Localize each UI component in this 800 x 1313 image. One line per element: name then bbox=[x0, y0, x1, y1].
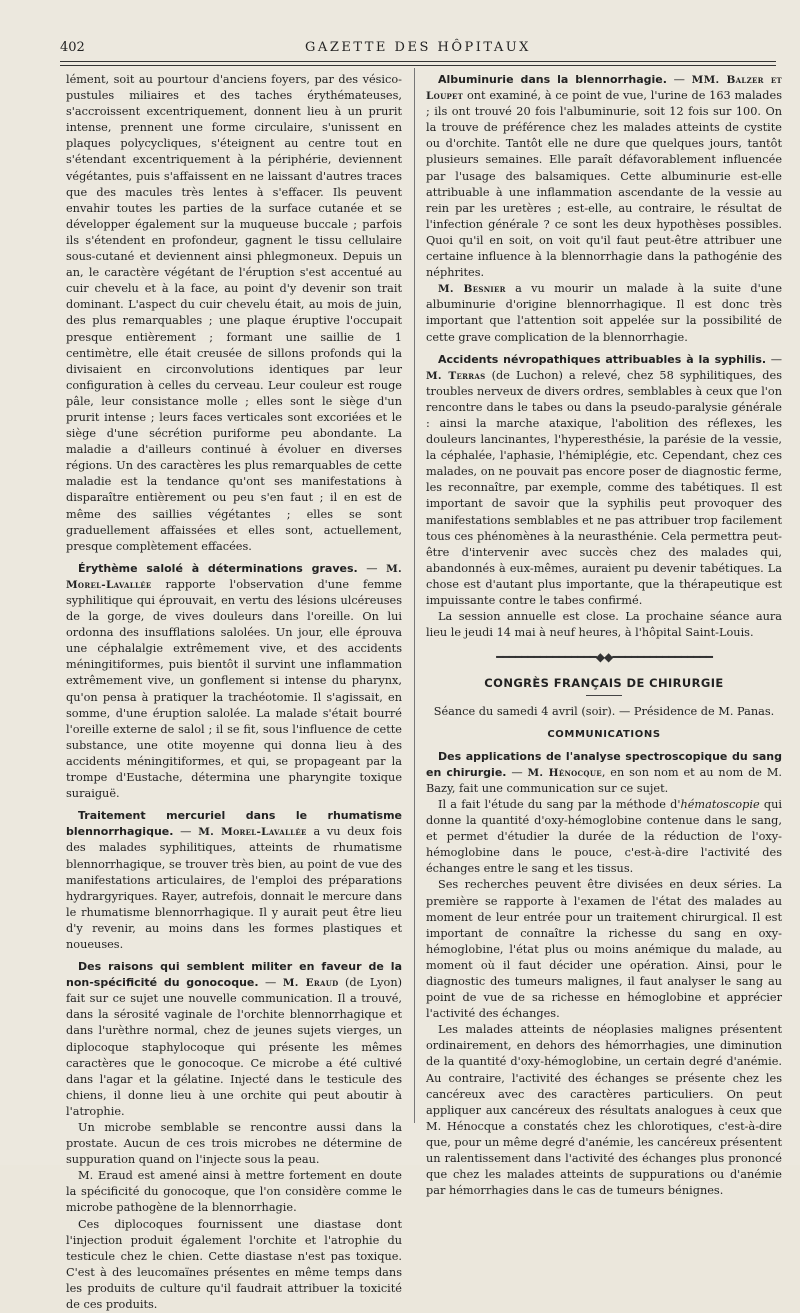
article-body: a vu deux fois des malades syphilitiques, atteints de rhumatisme blennorrhagique, se trouver très bien, au point de vue des manifestations articulaires, de l'emploi des préparations hydrargyriques. Rayer, autrefois, donnait le mercure dans le rhumatisme blennorrhagique. Il y aurait peut être lieu d'y revenir, au moins dans les formes plastiques et noueuses. bbox=[66, 825, 403, 951]
author: M. Besnier bbox=[438, 283, 506, 296]
seance-line: Séance du samedi 4 avril (soir). — Présidence de M. Panas. bbox=[433, 705, 775, 719]
article-spectroscopie: Des applications de l'analyse spectroscopique du sang en chirurgie. — M. Hénocque, en son nom et au nom de M. Bazy, fait une communication sur ce sujet. bbox=[426, 749, 782, 795]
left-column bbox=[66, 72, 403, 1312]
paragraph: Un microbe semblable se rencontre aussi dans la prostate. Aucun de ces trois microbes ne détermine de suppuration quand on l'injecte sous la peau. bbox=[66, 1121, 402, 1167]
paragraph: Les malades atteints de néoplasies malignes présentent ordinairement, en dehors des hémorrhagies, une diminution de la quantité d'oxy-hémoglobine, un certain degré d'anémie. Au contraire, l'activité des échanges se présente chez les cancéreux avec des caractères particuliers. On peut appliquer aux cancéreux des résultats analogues à ceux que M. Hénocque a constatés chez les chlorotiques, c'est-à-dire que, pour un même degré d'anémie, les cancéreux présentent un ralentissement dans l'activité des échanges plus prononcé que chez les malades atteints de suppurations ou d'anémie par hémorrhagies dans le cas de tumeurs bénignes. bbox=[426, 1023, 782, 1198]
running-head: GAZETTE DES HÔPITAUX bbox=[305, 40, 531, 55]
text-run: Il a fait l'étude du sang par la méthode d' bbox=[438, 797, 681, 811]
column-separator bbox=[414, 68, 415, 1123]
author: M. Eraud bbox=[282, 977, 339, 990]
article-traitement-mercuriel: Traitement mercuriel dans le rhumatisme blennorrhagique. — M. Morel-Lavallée a vu deux fois des malades syphilitiques, atteints de rhumatisme blennorrhagique, se trouver très bien, au point de vue des manifestations articulaires, de l'emploi des préparations hydrargyriques. Rayer, autrefois, donnait le mercure dans le rhumatisme blennorrhagique. Il y aurait peut être lieu d'y revenir, au moins dans les formes plastiques et noueuses. bbox=[66, 809, 403, 951]
paragraph: lément, soit au pourtour d'anciens foyers, par des vésico-pustules miliaires et des taches érythémateuses, s'accroissent excentriquement, donnent lieu à un prurit intense, prennent une forme circulaire, s'unissent en plaques polycycliques, s'éteignent au centre tout en s'étendant excentriquement à la périphérie, deviennent végétantes, puis s'affaissent en ne laissant d'autres traces que des macules très lentes à s'effacer. Ils peuvent envahir toutes les parties de la surface cutanée et se développer également sur la muqueuse buccale ; parfois ils s'étendent en profondeur, gagnent le tissu cellulaire sous-cutané et deviennent ainsi phlegmoneux. Depuis un an, le caractère végétant de l'éruption s'est accentué au cuir chevelu et à la face, au point d'y devenir son trait dominant. L'aspect du cuir chevelu était, au mois de juin, des plus remarquables ; une plaque éruptive l'occupait presque entièrement ; formant une saillie de 1 centimètre, elle était creusée de sillons profonds qui la divisaient en circonvolutions identiques par leur configuration à celles du cerveau. Leur couleur est rouge pâle, leur consistance molle ; elles sont le siège d'un prurit intense ; leurs faces verticales sont excoriées et le siège d'une sécrétion puriforme peu abondante. La maladie a d'ailleurs continué à évoluer en diverses régions. Un des caractères les plus remarquables de cette maladie est la tendance qu'ont ses manifestations à disparaître entièrement ou peu s'en faut ; il en est de même des saillies végétantes ; elles se sont graduellement affaissées et elles sont, actuellement, presque complètement effacées. bbox=[66, 73, 402, 553]
author: M. Morel-Lavallée bbox=[66, 562, 402, 591]
header-rule-thin bbox=[60, 65, 776, 66]
paragraph: Ces diplocoques fournissent une diastase dont l'injection produit également l'orchite et l'atrophie du testicule chez le chien. Cette diastase n'est pas toxique. C'est à des leucomaïnes présentes en même temps dans les produits de culture qu'il faudrait attribuer la toxicité de ces produits. bbox=[66, 1217, 402, 1312]
page-header bbox=[60, 30, 776, 60]
article-title: Traitement mercuriel dans le rhumatisme blennorrhagique. bbox=[66, 809, 402, 839]
paragraph: M. Eraud est amené ainsi à mettre fortement en doute la spécificité du gonocoque, que l'on considère comme le microbe pathogène de la blennorrhagie. bbox=[66, 1169, 402, 1215]
paragraph bbox=[426, 281, 782, 345]
article-title: Érythème salolé à déterminations graves. bbox=[78, 561, 358, 575]
article-body: (de Lyon) fait sur ce sujet une nouvelle communication. Il a trouvé, dans la sérosité vaginale de l'orchite blennorrhagique et dans l'urèthre normal, chez de jeunes sujets vierges, un diplocoque staphylocoque qui présente les mêmes caractères que le gonocoque. Ce microbe a été cultivé dans l'agar et la gélatine. Injecté dans le testicule des chiens, il donne lieu à une orchite qui peut aboutir à l'atrophie. bbox=[66, 976, 403, 1118]
page-number: 402 bbox=[60, 40, 85, 55]
author: M. Terras bbox=[426, 369, 486, 382]
article-gonocoque: Des raisons qui semblent militer en faveur de la non-spécificité du gonocoque. — M. Eraud (de Lyon) fait sur ce sujet une nouvelle communication. Il a trouvé, dans la sérosité vaginale de l'orchite blennorrhagique et dans l'urèthre normal, chez de jeunes sujets vierges, un diplocoque staphylocoque qui présente les mêmes caractères que le gonocoque. Ce microbe a été cultivé dans l'agar et la gélatine. Injecté dans le testicule des chiens, il donne lieu à une orchite qui peut aboutir à l'atrophie. bbox=[66, 960, 403, 1118]
article-title: Des raisons qui semblent militer en faveur de la non-spécificité du gonocoque. bbox=[66, 960, 402, 990]
session-notice: La session annuelle est close. La prochaine séance aura lieu le jeudi 14 mai à neuf heures, à l'hôpital Saint-Louis. bbox=[426, 610, 782, 640]
right-column bbox=[426, 72, 783, 1198]
article-body: ont examiné, à ce point de vue, l'urine de 163 malades ; ils ont trouvé 20 fois l'albuminurie, soit 12 fois sur 100. On la trouve de préférence chez les malades atteints de cystite ou d'orchite. Tantôt elle ne dure que quelques jours, tantôt plusieurs semaines. Elle paraît défavorablement influencée par l'usage des balsamiques. Cette albuminurie est-elle attribuable à une inflammation ascendante de la vessie au rein par les uretères ; est-elle, au contraire, le résultat de l'infection générale ? ce sont les deux hypothèses possibles. Quoi qu'il en soit, on voit qu'il faut peut-être attribuer une certaine influence à la blennorrhagie dans la pathogénie des néphrites. bbox=[426, 89, 783, 280]
article-albuminurie: Albuminurie dans la blennorrhagie. — MM. Balzer et Loupet ont examiné, à ce point de vue, l'urine de 163 malades ; ils ont trouvé 20 fois l'albuminurie, soit 12 fois sur 100. On la trouve de préférence chez les malades atteints de cystite ou d'orchite. Tantôt elle ne dure que quelques jours, tantôt plusieurs semaines. Elle paraît défavorablement influencée par l'usage des balsamiques. Cette albuminurie est-elle attribuable à une inflammation ascendante de la vessie au rein par les uretères ; est-elle, au contraire, le résultat de l'infection générale ? ce sont les deux hypothèses possibles. Quoi qu'il en soit, on voit qu'il faut peut-être attribuer une certaine influence à la blennorrhagie dans la pathogénie des néphrites. bbox=[426, 73, 783, 280]
article-body: (de Luchon) a relevé, chez 58 syphilitiques, des troubles nerveux de divers ordres, semblables à ceux que l'on rencontre dans le tabes ou dans la pseudo-paralysie générale : ainsi la marche ataxique, l'abolition des réflexes, les douleurs lancinantes, l'hyperesthésie, la parésie de la vessie, la céphalée, l'aphasie, l'hémiplégie, etc. Cependant, chez ces malades, on ne pouvait pas encore poser de diagnostic ferme, les reconnaître, par exemple, comme des tabétiques. Il est important de savoir que la syphilis peut provoquer des manifestations semblables et ne pas attribuer trop facilement tous ces phénomènes à la neurasthénie. Cela permettra peut-être d'intervenir avec succès chez des malades qui, abandonnés à eux-mêmes, auraient pu devenir tabétiques. La chose est d'autant plus importante, que la thérapeutique est impuissante contre le tabes confirmé. bbox=[426, 368, 782, 607]
article-title: Des applications de l'analyse spectroscopique du sang en chirurgie. bbox=[426, 749, 782, 779]
article-erytheme-salole: Érythème salolé à déterminations graves. — M. Morel-Lavallée rapporte l'observation d'une femme syphilitique qui éprouvait, en vertu des lésions ulcéreuses de la gorge, de vives douleurs dans l'oreille. On lui ordonna des insufflations salolées. Un jour, elle éprouva une céphalalgie extrêmement vive, et des accidents méningitiformes, puis bientôt il survint une inflammation extrêmement vive, un gonflement si intense du pharynx, qu'on pensa à pratiquer la trachéotomie. Il s'agissait, en somme, d'une éruption salolée. La malade s'était bourré l'oreille externe de salol ; il se fit, sous l'influence de cette substance, une otite moyenne qui donna lieu à des accidents méningitiformes, et qui, se propageant par la trompe d'Eustache, détermina une pharyngite toxique suraiguë. bbox=[66, 561, 402, 801]
article-title: Accidents névropathiques attribuables à la syphilis. bbox=[438, 352, 767, 366]
article-title: Albuminurie dans la blennorrhagie. bbox=[438, 73, 667, 86]
paragraph: Ses recherches peuvent être divisées en deux séries. La première se rapporte à l'examen de l'état des malades au moment de leur entrée pour un traitement chirurgical. Il est important de connaître la richesse du sang en oxy-hémoglobine, l'état plus ou moins anémique du malade, au moment où il faut décider une opération. Ainsi, pour le diagnostic des tumeurs malignes, il faut analyser le sang au point de vue de sa richesse en hémoglobine et apprécier l'activité des échanges. bbox=[426, 878, 782, 1021]
article-body: , en son nom et au nom de M. Bazy, fait une communication sur ce sujet. bbox=[426, 765, 782, 795]
author: M. Hénocque bbox=[527, 766, 602, 779]
emphasis: hématoscopie bbox=[680, 797, 760, 811]
text-run: qui donne la quantité d'oxy-hémoglobine contenue dans le sang, et permet d'étudier la durée de la réduction de l'oxy-hémoglobine dans le pouce, c'est-à-dire l'activité des échanges entre le sang et les tissus. bbox=[426, 797, 782, 876]
article-accidents-nevropathiques: Accidents névropathiques attribuables à la syphilis. — M. Terras (de Luchon) a relevé, chez 58 syphilitiques, des troubles nerveux de divers ordres, semblables à ceux que l'on rencontre dans le tabes ou dans la pseudo-paralysie générale : ainsi la marche ataxique, l'abolition des réflexes, les douleurs lancinantes, l'hyperesthésie, la parésie de la vessie, la céphalée, l'aphasie, l'hémiplégie, etc. Cependant, chez ces malades, on ne pouvait pas encore poser de diagnostic ferme, les reconnaître, par exemple, comme des tabétiques. Il est important de savoir que la syphilis peut provoquer des manifestations semblables et ne pas attribuer trop facilement tous ces phénomènes à la neurasthénie. Cela permettra peut-être d'intervenir avec succès chez des malades qui, abandonnés à eux-mêmes, auraient pu devenir tabétiques. La chose est d'autant plus importante, que la thérapeutique est impuissante contre le tabes confirmé. bbox=[426, 352, 783, 607]
article-body: rapporte l'observation d'une femme syphilitique qui éprouvait, en vertu des lésions ulcéreuses de la gorge, de vives douleurs dans l'oreille. On lui ordonna des insufflations salolées. Un jour, elle éprouva une céphalalgie extrêmement vive, et des accidents méningitiformes, puis bientôt il survint une inflammation extrêmement vive, un gonflement si intense du pharynx, qu'on pensa à pratiquer la trachéotomie. Il s'agissait, en somme, d'une éruption salolée. La malade s'était bourré l'oreille externe de salol ; il se fit, sous l'influence de cette substance, une otite moyenne qui donna lieu à des accidents méningitiformes, et qui, se propageant par la trompe d'Eustache, détermina une pharyngite toxique suraiguë. bbox=[66, 577, 402, 801]
header-rule-thick bbox=[60, 61, 776, 62]
author: M. Morel-Lavallée bbox=[198, 826, 307, 839]
section-heading: CONGRÈS FRANÇAIS DE CHIRURGIE bbox=[484, 676, 724, 691]
heading-rule bbox=[586, 695, 622, 696]
section-ornament: ━━━━━━━━━━━━━━━━◆◆━━━━━━━━━━━━━━━━ bbox=[496, 650, 712, 665]
author: MM. Balzer et Loupet bbox=[426, 74, 783, 103]
article-body: a vu mourir un malade à la suite d'une albuminurie d'origine blennorrhagique. Il est donc très important que l'attention soit appelée sur la possibilité de cette grave complication de la blennorrhagie. bbox=[426, 282, 783, 344]
subsection-heading: COMMUNICATIONS bbox=[547, 728, 661, 740]
paragraph bbox=[426, 797, 782, 877]
